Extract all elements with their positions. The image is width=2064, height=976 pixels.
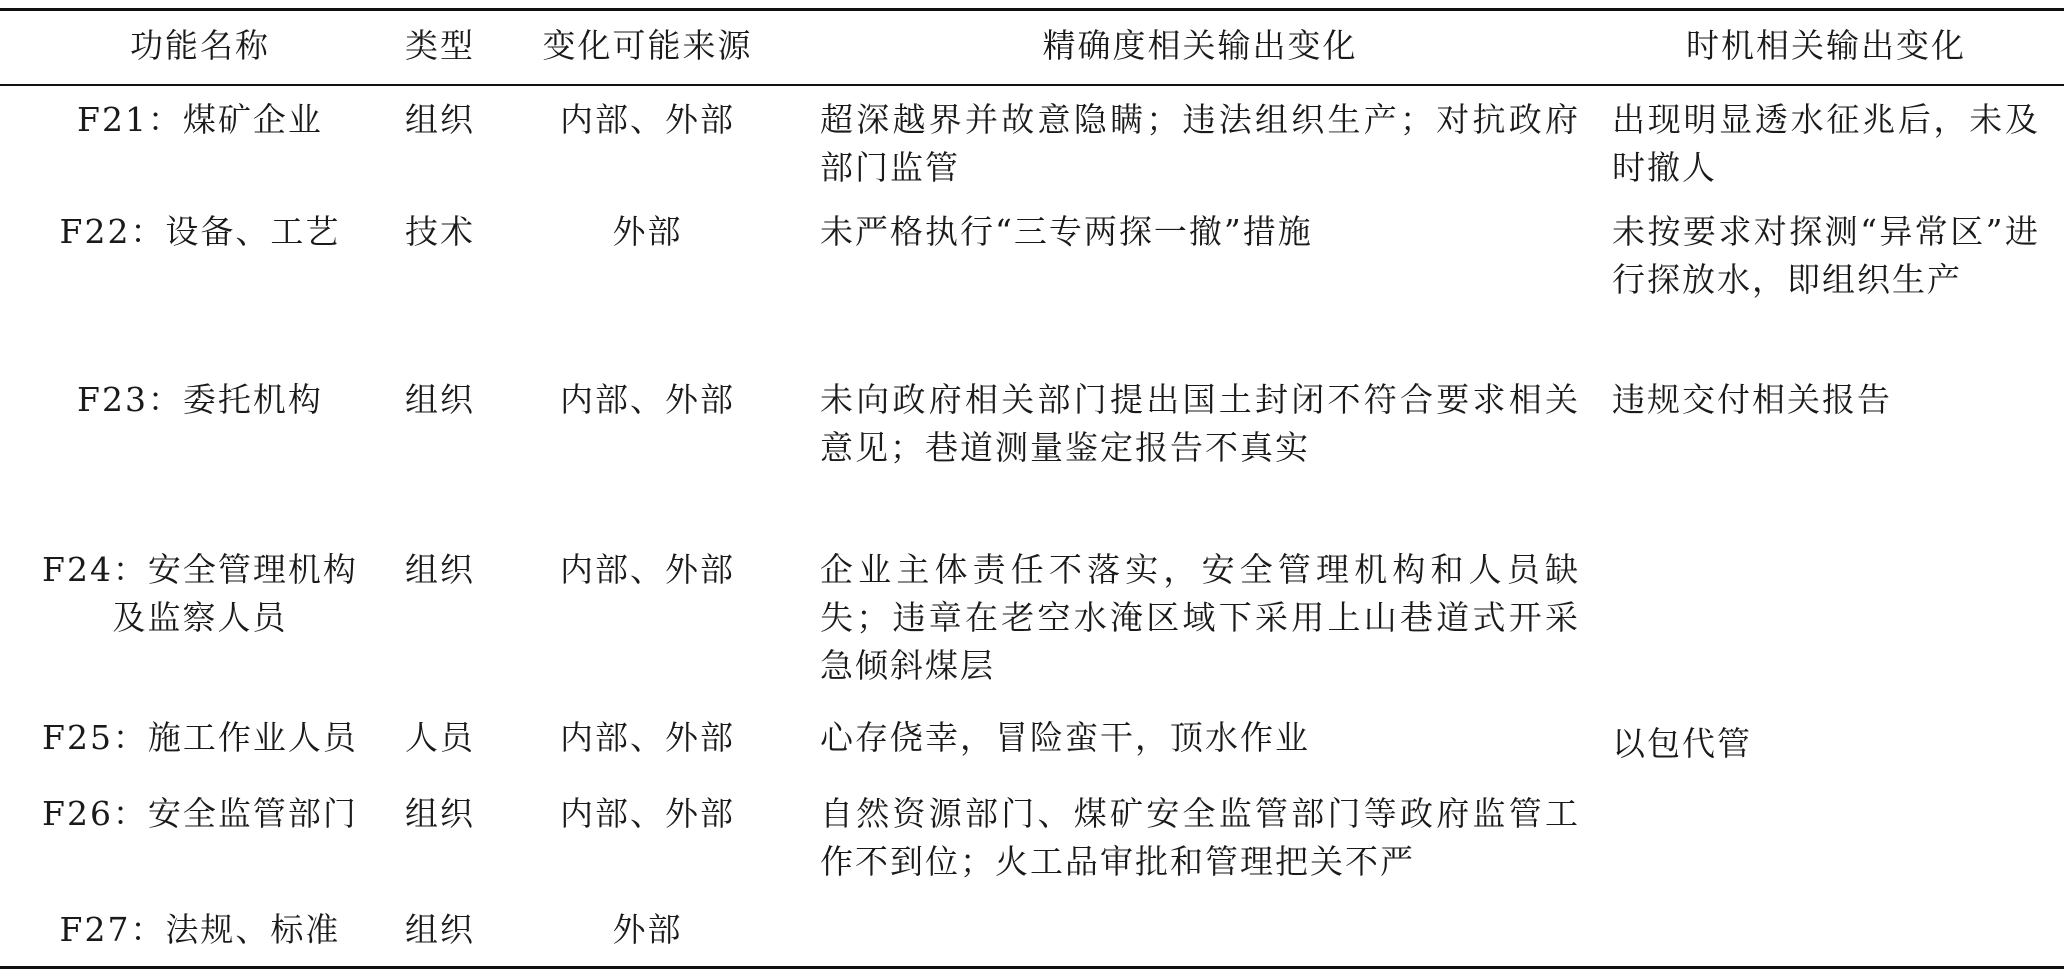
row-f21-name: F21：煤矿企业 — [77, 100, 323, 139]
header-type: 类型 — [405, 26, 475, 65]
header-precision-output: 精确度相关输出变化 — [1042, 26, 1358, 65]
table-bottom-rule — [0, 966, 2064, 969]
row-f22-source: 外部 — [612, 212, 683, 251]
row-f26-type: 组织 — [405, 794, 475, 833]
row-f23-type: 组织 — [405, 380, 475, 419]
row-f21-type: 组织 — [405, 100, 475, 139]
table-header-rule — [0, 84, 2064, 86]
header-function-name: 功能名称 — [130, 26, 270, 65]
table-top-rule — [0, 8, 2064, 11]
row-f27-name: F27：法规、标准 — [59, 910, 341, 949]
row-f23-precision: 未向政府相关部门提出国土封闭不符合要求相关意见；巷道测量鉴定报告不真实 — [820, 380, 1580, 467]
row-f24-source: 内部、外部 — [560, 550, 735, 589]
header-source: 变化可能来源 — [542, 26, 753, 65]
row-f23-timing: 违规交付相关报告 — [1612, 380, 1892, 419]
row-f22-precision: 未严格执行“三专两探一撤”措施 — [820, 212, 1313, 251]
row-f22-type: 技术 — [405, 212, 475, 251]
row-f22-name: F22：设备、工艺 — [59, 212, 341, 251]
row-f22-timing: 未按要求对探测“异常区”进行探放水，即组织生产 — [1612, 212, 2040, 299]
row-f21-source: 内部、外部 — [560, 100, 735, 139]
header-timing-output: 时机相关输出变化 — [1686, 26, 1966, 65]
row-f27-source: 外部 — [612, 910, 683, 949]
row-f23-name: F23：委托机构 — [77, 380, 323, 419]
row-f25-timing: 以包代管 — [1612, 724, 1752, 763]
row-f21-precision: 超深越界并故意隐瞒；违法组织生产；对抗政府部门监管 — [820, 100, 1580, 187]
row-f24-precision: 企业主体责任不落实，安全管理机构和人员缺失；违章在老空水淹区域下采用上山巷道式开采急倾斜煤层 — [820, 550, 1580, 685]
row-f21-timing: 出现明显透水征兆后，未及时撤人 — [1612, 100, 2040, 187]
row-f25-type: 人员 — [405, 718, 475, 757]
row-f26-source: 内部、外部 — [560, 794, 735, 833]
row-f25-source: 内部、外部 — [560, 718, 735, 757]
row-f25-name: F25：施工作业人员 — [42, 718, 358, 757]
row-f23-source: 内部、外部 — [560, 380, 735, 419]
row-f27-type: 组织 — [405, 910, 475, 949]
row-f26-name: F26：安全监管部门 — [42, 794, 358, 833]
row-f24-name: F24：安全管理机构及监察人员 — [42, 550, 358, 637]
row-f26-precision: 自然资源部门、煤矿安全监管部门等政府监管工作不到位；火工品审批和管理把关不严 — [820, 794, 1580, 881]
row-f25-precision: 心存侥幸，冒险蛮干，顶水作业 — [820, 718, 1310, 757]
row-f24-type: 组织 — [405, 550, 475, 589]
